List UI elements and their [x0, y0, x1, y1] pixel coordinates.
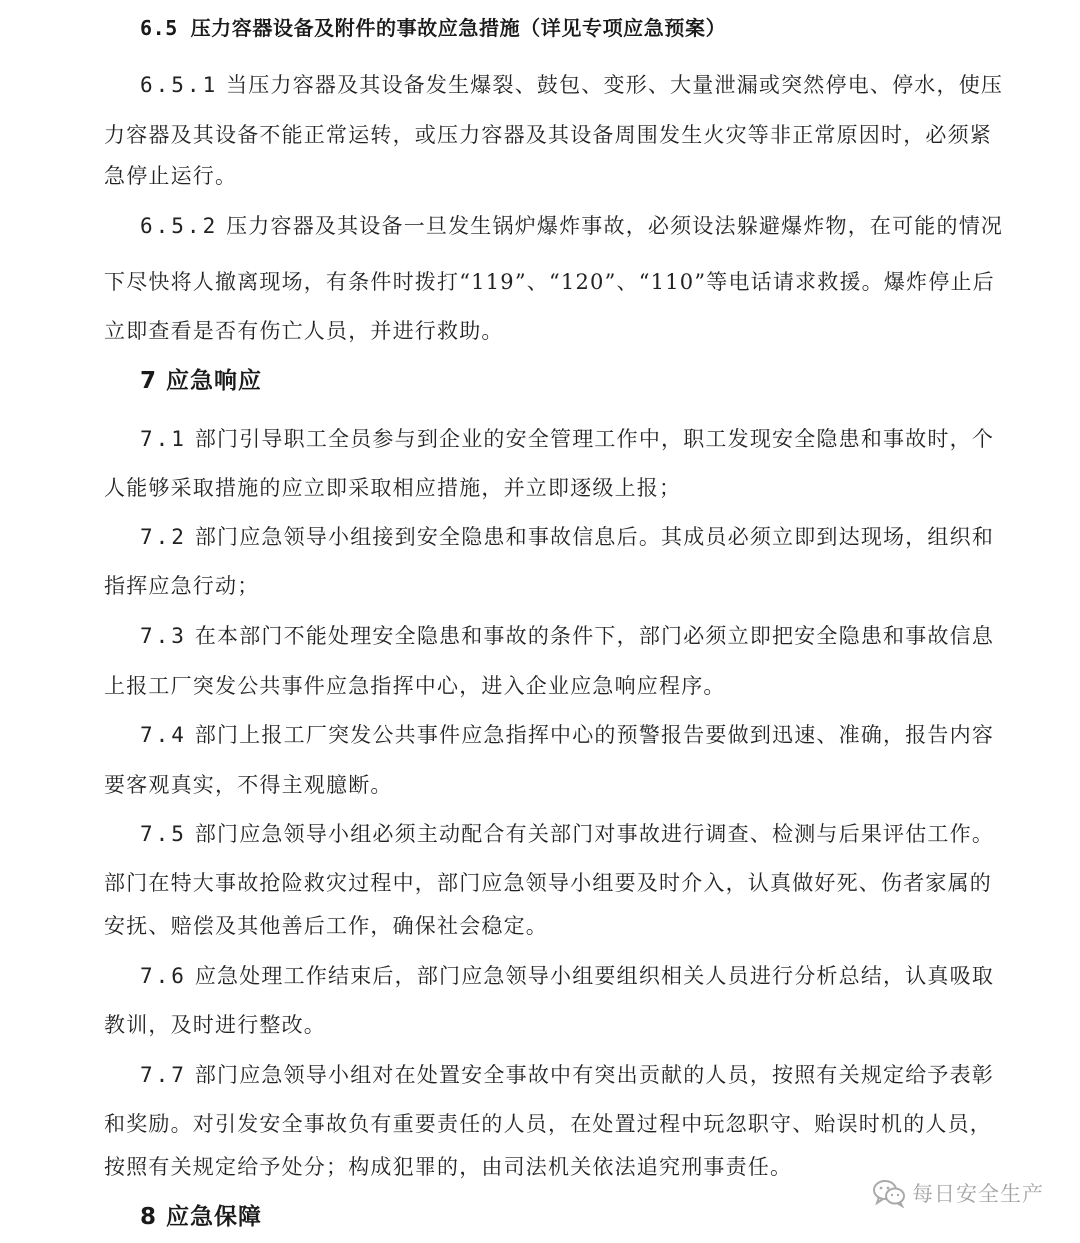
paragraph-7-2-line-2: 指挥应急行动；	[104, 574, 260, 598]
paragraph-6-5-1-line-2: 力容器及其设备不能正常运转，或压力容器及其设备周围发生火灾等非正常原因时，必须紧	[104, 123, 992, 147]
paragraph-6-5-2-line-1	[140, 211, 1003, 241]
paragraph-7-7-line-1	[140, 1060, 994, 1090]
paragraph-7-5-line-2: 部门在特大事故抢险救灾过程中，部门应急领导小组要及时介入，认真做好死、伤者家属的	[104, 871, 992, 895]
clause-number: 7.2	[140, 525, 187, 549]
paragraph-7-4-line-2: 要客观真实，不得主观臆断。	[104, 773, 393, 797]
paragraph-text: 部门应急领导小组必须主动配合有关部门对事故进行调查、检测与后果评估工作。	[194, 822, 995, 846]
clause-number: 7.3	[140, 624, 187, 648]
section-heading-7: 7 应急响应	[140, 368, 263, 394]
clause-number: 7.5	[140, 822, 187, 846]
paragraph-7-6-line-1	[140, 961, 994, 991]
wechat-watermark	[872, 1178, 1044, 1208]
paragraph-6-5-1-line-1	[140, 70, 1003, 100]
section-heading-6-5: 6.5 压力容器设备及附件的事故应急措施（详见专项应急预案）	[140, 16, 727, 40]
clause-number: 7.4	[140, 723, 187, 747]
wechat-icon	[872, 1178, 906, 1208]
clause-number: 7.6	[140, 964, 187, 988]
paragraph-7-4-line-1	[140, 720, 994, 750]
watermark-text: 每日安全生产	[912, 1182, 1044, 1206]
paragraph-text: 应急处理工作结束后，部门应急领导小组要组织相关人员进行分析总结，认真吸取	[194, 964, 995, 988]
paragraph-text: 部门引导职工全员参与到企业的安全管理工作中，职工发现安全隐患和事故时，个	[194, 427, 995, 451]
paragraph-7-6-line-2: 教训，及时进行整改。	[104, 1013, 326, 1037]
paragraph-7-1-line-2: 人能够采取措施的应立即采取相应措施，并立即逐级上报；	[104, 476, 682, 500]
paragraph-6-5-1-line-3: 急停止运行。	[104, 164, 238, 188]
paragraph-7-5-line-1	[140, 819, 994, 849]
paragraph-text: 在本部门不能处理安全隐患和事故的条件下，部门必须立即把安全隐患和事故信息	[194, 624, 995, 648]
paragraph-text: 部门上报工厂突发公共事件应急指挥中心的预警报告要做到迅速、准确，报告内容	[194, 723, 995, 747]
paragraph-7-3-line-1	[140, 621, 994, 651]
paragraph-text: 压力容器及其设备一旦发生锅炉爆炸事故，必须设法躲避爆炸物，在可能的情况	[226, 214, 1004, 238]
paragraph-6-5-2-line-2: 下尽快将人撤离现场，有条件时拨打“119”、“120”、“110”等电话请求救援。爆炸停止后	[104, 270, 995, 294]
clause-number: 7.7	[140, 1063, 187, 1087]
paragraph-7-7-line-2: 和奖励。对引发安全事故负有重要责任的人员，在处置过程中玩忽职守、贻误时机的人员，	[104, 1112, 992, 1136]
paragraph-7-5-line-3: 安抚、赔偿及其他善后工作，确保社会稳定。	[104, 914, 548, 938]
paragraph-text: 当压力容器及其设备发生爆裂、鼓包、变形、大量泄漏或突然停电、停水，使压	[226, 73, 1004, 97]
clause-number: 6.5.1	[140, 73, 219, 97]
clause-number: 6.5.2	[140, 214, 219, 238]
paragraph-text: 部门应急领导小组接到安全隐患和事故信息后。其成员必须立即到达现场，组织和	[194, 525, 995, 549]
paragraph-text: 部门应急领导小组对在处置安全事故中有突出贡献的人员，按照有关规定给予表彰	[194, 1063, 995, 1087]
paragraph-7-1-line-1	[140, 424, 994, 454]
paragraph-7-7-line-3: 按照有关规定给予处分；构成犯罪的，由司法机关依法追究刑事责任。	[104, 1155, 793, 1179]
clause-number: 7.1	[140, 427, 187, 451]
paragraph-6-5-2-line-3: 立即查看是否有伤亡人员，并进行救助。	[104, 319, 504, 343]
paragraph-7-2-line-1	[140, 522, 994, 552]
paragraph-7-3-line-2: 上报工厂突发公共事件应急指挥中心，进入企业应急响应程序。	[104, 674, 726, 698]
section-heading-8: 8 应急保障	[140, 1204, 263, 1230]
